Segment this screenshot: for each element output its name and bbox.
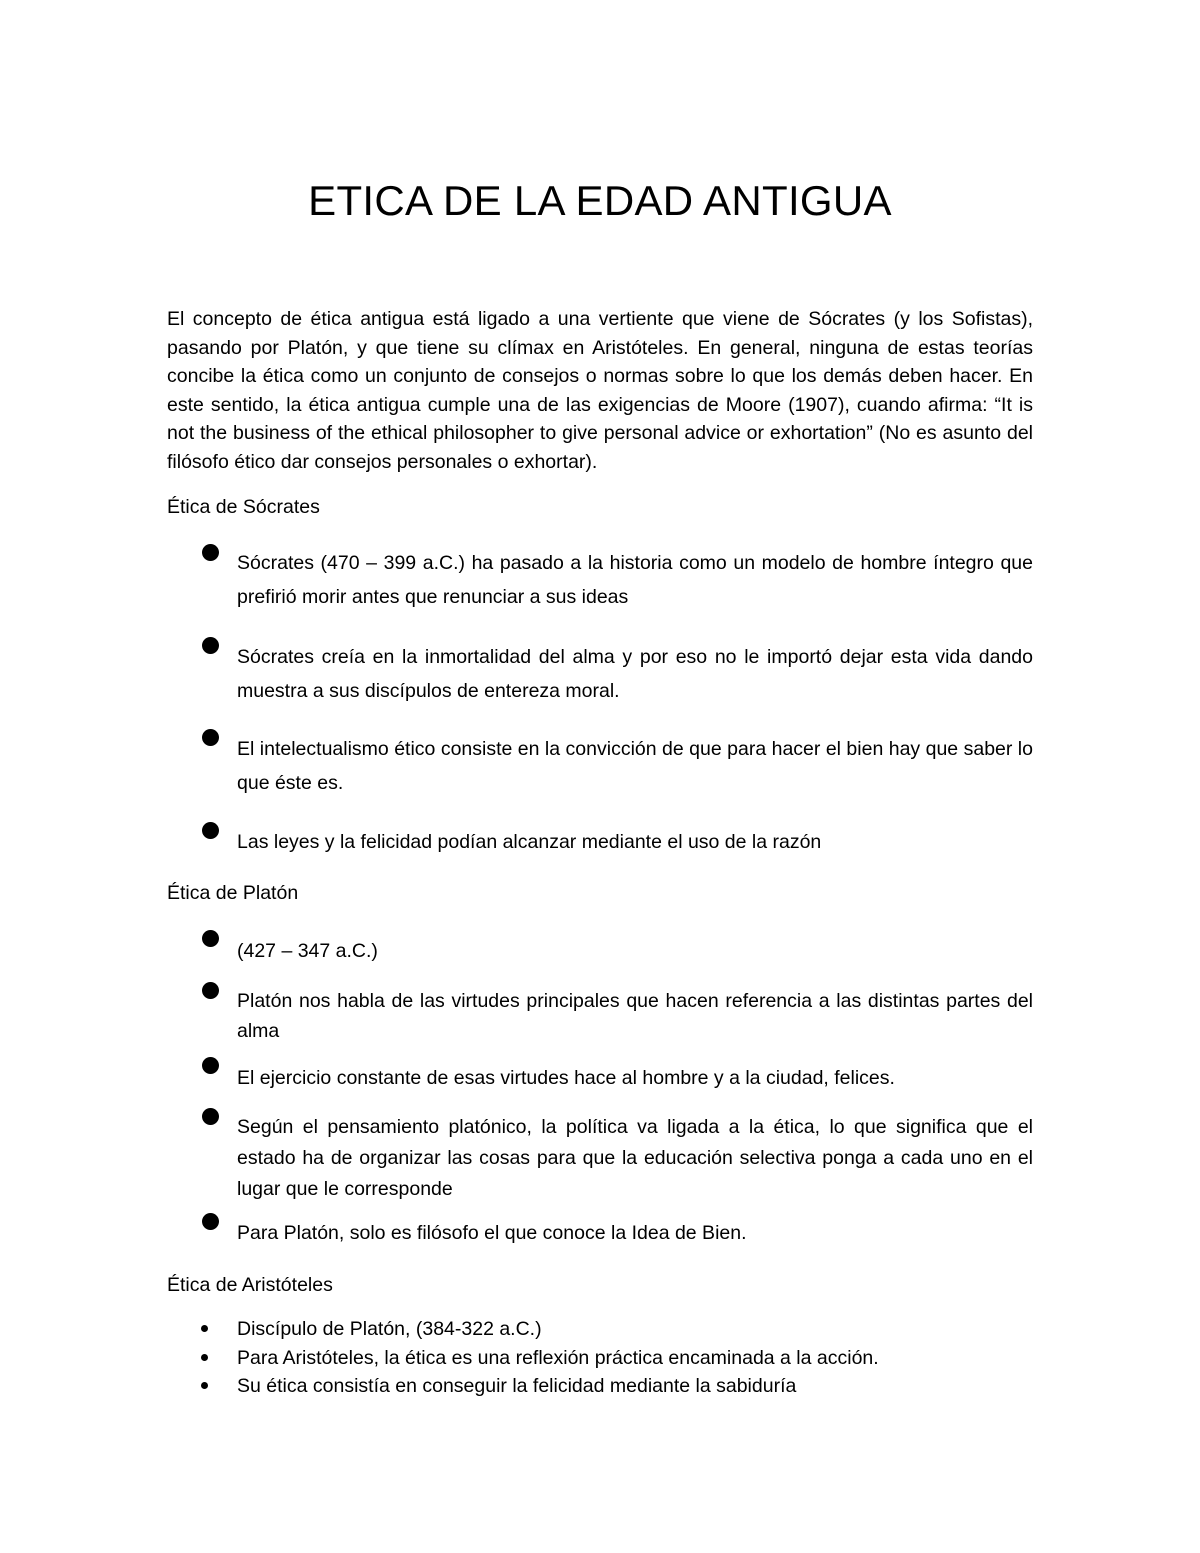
bullet-dot-icon — [202, 822, 219, 839]
aristoteles-item-1: Discípulo de Platón, (384-322 a.C.) — [237, 1318, 542, 1340]
bullet-dot-icon — [202, 1057, 219, 1074]
bullet-dot-icon — [202, 544, 219, 561]
socrates-item-1: Sócrates (470 – 399 a.C.) ha pasado a la historia como un modelo de hombre íntegro que prefirió morir antes que renunciar a sus ideas — [237, 552, 1033, 608]
platon-item-1: (427 – 347 a.C.) — [237, 940, 378, 962]
bullet-dot-icon — [202, 729, 219, 746]
platon-item-4: Según el pensamiento platónico, la política va ligada a la ética, lo que significa que el estado ha de organizar las cosas para que la educación selectiva ponga a cada uno en el lugar que le corresponde — [237, 1116, 1033, 1200]
section-heading-platon: Ética de Platón — [167, 882, 299, 904]
bullet-dot-icon — [202, 982, 219, 999]
bullet-dot-icon — [201, 1382, 208, 1389]
section-heading-aristoteles: Ética de Aristóteles — [167, 1274, 333, 1296]
socrates-item-2: Sócrates creía en la inmortalidad del alma y por eso no le importó dejar esta vida dando muestra a sus discípulos de entereza moral. — [237, 646, 1033, 702]
bullet-dot-icon — [202, 637, 219, 654]
socrates-item-4: Las leyes y la felicidad podían alcanzar mediante el uso de la razón — [237, 831, 822, 853]
platon-item-2: Platón nos habla de las virtudes principales que hacen referencia a las distintas partes del alma — [237, 990, 1033, 1042]
bullet-dot-icon — [201, 1354, 208, 1361]
bullet-dot-icon — [201, 1325, 208, 1332]
bullet-dot-icon — [202, 1213, 219, 1230]
bullet-dot-icon — [202, 930, 219, 947]
platon-item-3: El ejercicio constante de esas virtudes hace al hombre y a la ciudad, felices. — [237, 1067, 895, 1089]
aristoteles-item-2: Para Aristóteles, la ética es una reflexión práctica encaminada a la acción. — [237, 1347, 879, 1369]
socrates-item-3: El intelectualismo ético consiste en la convicción de que para hacer el bien hay que saber lo que éste es. — [237, 738, 1033, 794]
bullet-dot-icon — [202, 1108, 219, 1125]
page-title: ETICA DE LA EDAD ANTIGUA — [308, 177, 892, 225]
section-heading-socrates: Ética de Sócrates — [167, 496, 320, 518]
platon-item-5: Para Platón, solo es filósofo el que conoce la Idea de Bien. — [237, 1222, 747, 1244]
intro-paragraph: El concepto de ética antigua está ligado a una vertiente que viene de Sócrates (y los Sofistas), pasando por Platón, y que tiene su clímax en Aristóteles. En general, ninguna de estas teorías concibe la ética como un conjunto de consejos o normas sobre lo que los demás deben hacer. En este sentido, la ética antigua cumple una de las exigencias de Moore (1907), cuando afirma: “It is not the business of the ethical philosopher to give personal advice or exhortation” (No es asunto del filósofo ético dar consejos personales o exhortar). — [167, 308, 1033, 473]
aristoteles-item-3: Su ética consistía en conseguir la felicidad mediante la sabiduría — [237, 1375, 797, 1397]
